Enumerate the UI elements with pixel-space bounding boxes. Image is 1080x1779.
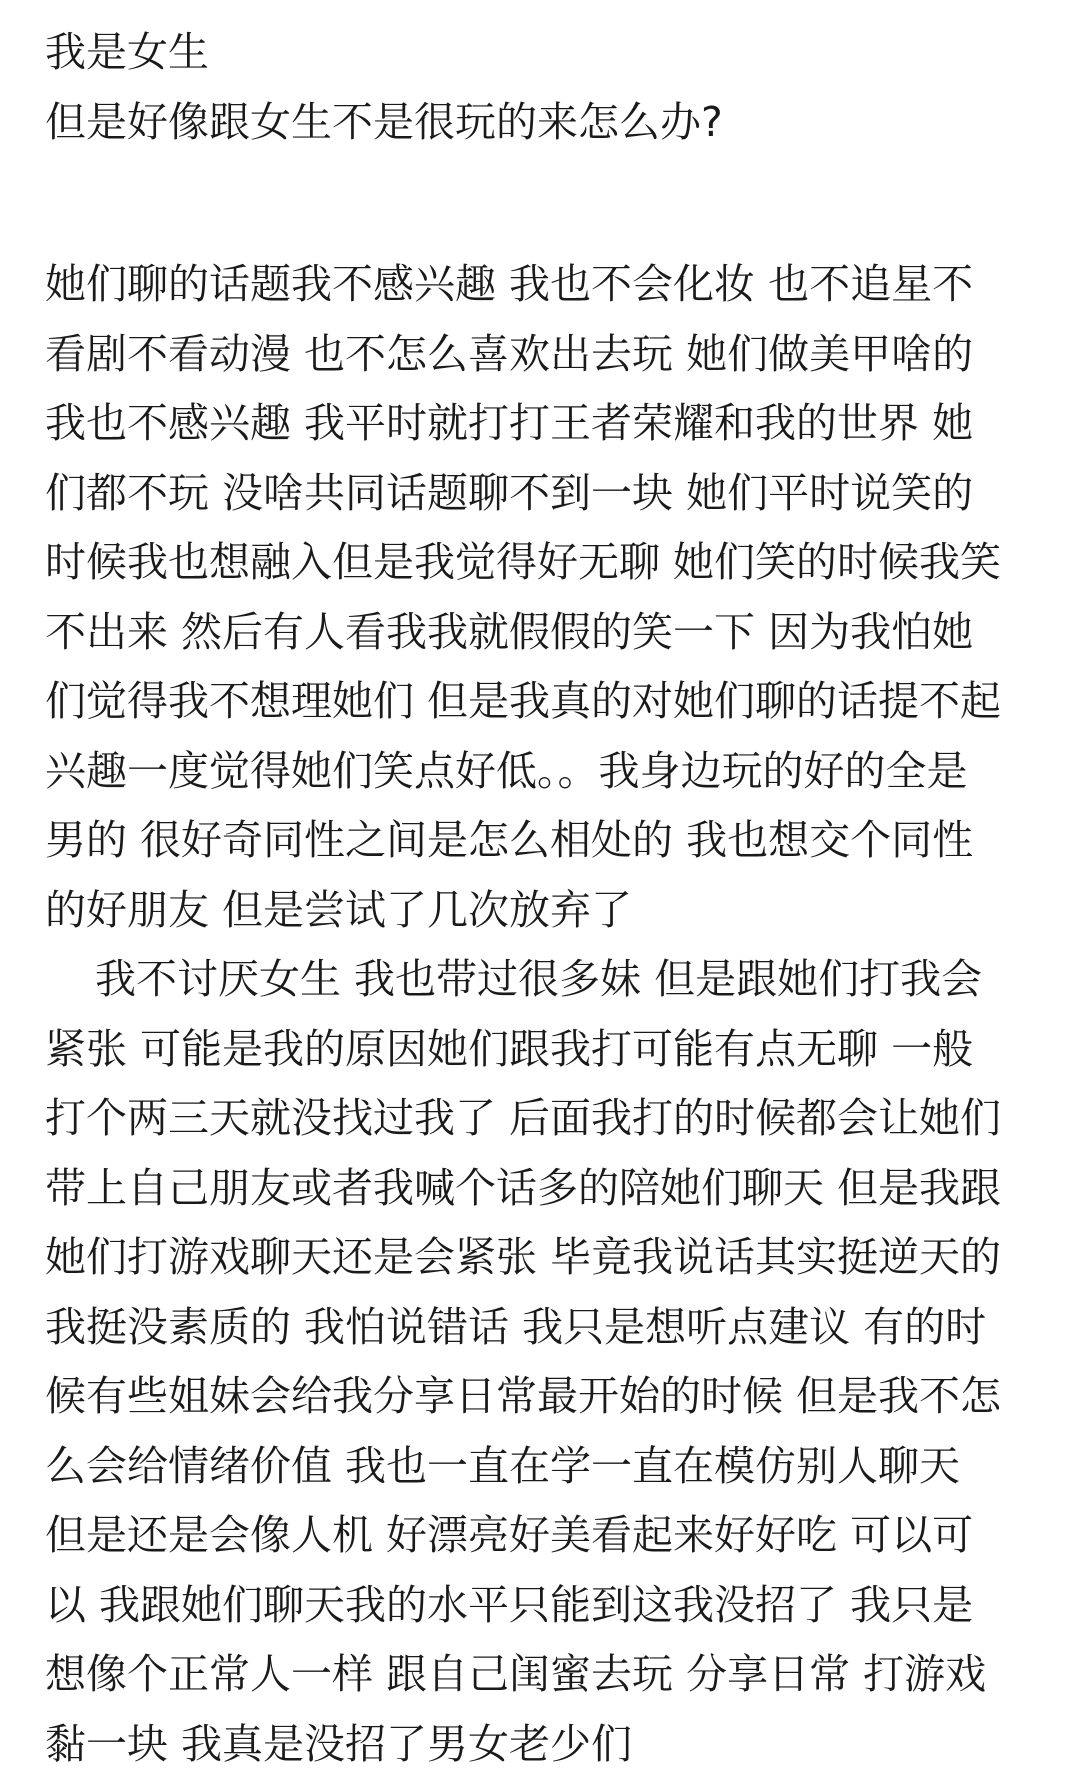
- paragraph-1-line: 不出来 然后有人看我我就假假的笑一下 因为我怕她: [45, 598, 1055, 668]
- paragraph-1-line: 看剧不看动漫 也不怎么喜欢出去玩 她们做美甲啥的: [45, 320, 1055, 390]
- paragraph-2-line: 以 我跟她们聊天我的水平只能到这我没招了 我只是: [45, 1571, 1055, 1641]
- paragraph-2-line: 我挺没素质的 我怕说错话 我只是想听点建议 有的时: [45, 1293, 1055, 1363]
- heading-line-1: 我是女生: [45, 18, 1055, 88]
- paragraph-2-line: 但是还是会像人机 好漂亮好美看起来好好吃 可以可: [45, 1501, 1055, 1571]
- paragraph-1-line: 们觉得我不想理她们 但是我真的对她们聊的话提不起: [45, 667, 1055, 737]
- paragraph-2-line: 么会给情绪价值 我也一直在学一直在模仿别人聊天: [45, 1432, 1055, 1502]
- paragraph-1-line: 我也不感兴趣 我平时就打打王者荣耀和我的世界 她: [45, 389, 1055, 459]
- paragraph-2-line: 黏一块 我真是没招了男女老少们: [45, 1710, 1055, 1779]
- paragraph-1-line: 的好朋友 但是尝试了几次放弃了: [45, 876, 1055, 946]
- paragraph-1-line: 男的 很好奇同性之间是怎么相处的 我也想交个同性: [45, 806, 1055, 876]
- paragraph-2: [45, 945, 1055, 1779]
- post-body: [45, 18, 1055, 1779]
- paragraph-2-line: 候有些姐妹会给我分享日常最开始的时候 但是我不怎: [45, 1362, 1055, 1432]
- paragraph-1-line: 时候我也想融入但是我觉得好无聊 她们笑的时候我笑: [45, 528, 1055, 598]
- paragraph-2-line: 想像个正常人一样 跟自己闺蜜去玩 分享日常 打游戏: [45, 1640, 1055, 1710]
- paragraph-1-line: 们都不玩 没啥共同话题聊不到一块 她们平时说笑的: [45, 459, 1055, 529]
- paragraph-2-line: 紧张 可能是我的原因她们跟我打可能有点无聊 一般: [45, 1015, 1055, 1085]
- paragraph-1-line: 她们聊的话题我不感兴趣 我也不会化妆 也不追星不: [45, 250, 1055, 320]
- paragraph-2-line: 我不讨厌女生 我也带过很多妹 但是跟她们打我会: [45, 945, 1055, 1015]
- paragraph-1: [45, 250, 1055, 945]
- paragraph-2-line: 她们打游戏聊天还是会紧张 毕竟我说话其实挺逆天的: [45, 1223, 1055, 1293]
- paragraph-spacer: [45, 157, 1055, 250]
- heading-line-2: 但是好像跟女生不是很玩的来怎么办?: [45, 88, 1055, 158]
- paragraph-2-line: 带上自己朋友或者我喊个话多的陪她们聊天 但是我跟: [45, 1154, 1055, 1224]
- paragraph-2-line: 打个两三天就没找过我了 后面我打的时候都会让她们: [45, 1084, 1055, 1154]
- paragraph-1-line: 兴趣一度觉得她们笑点好低。。我身边玩的好的全是: [45, 737, 1055, 807]
